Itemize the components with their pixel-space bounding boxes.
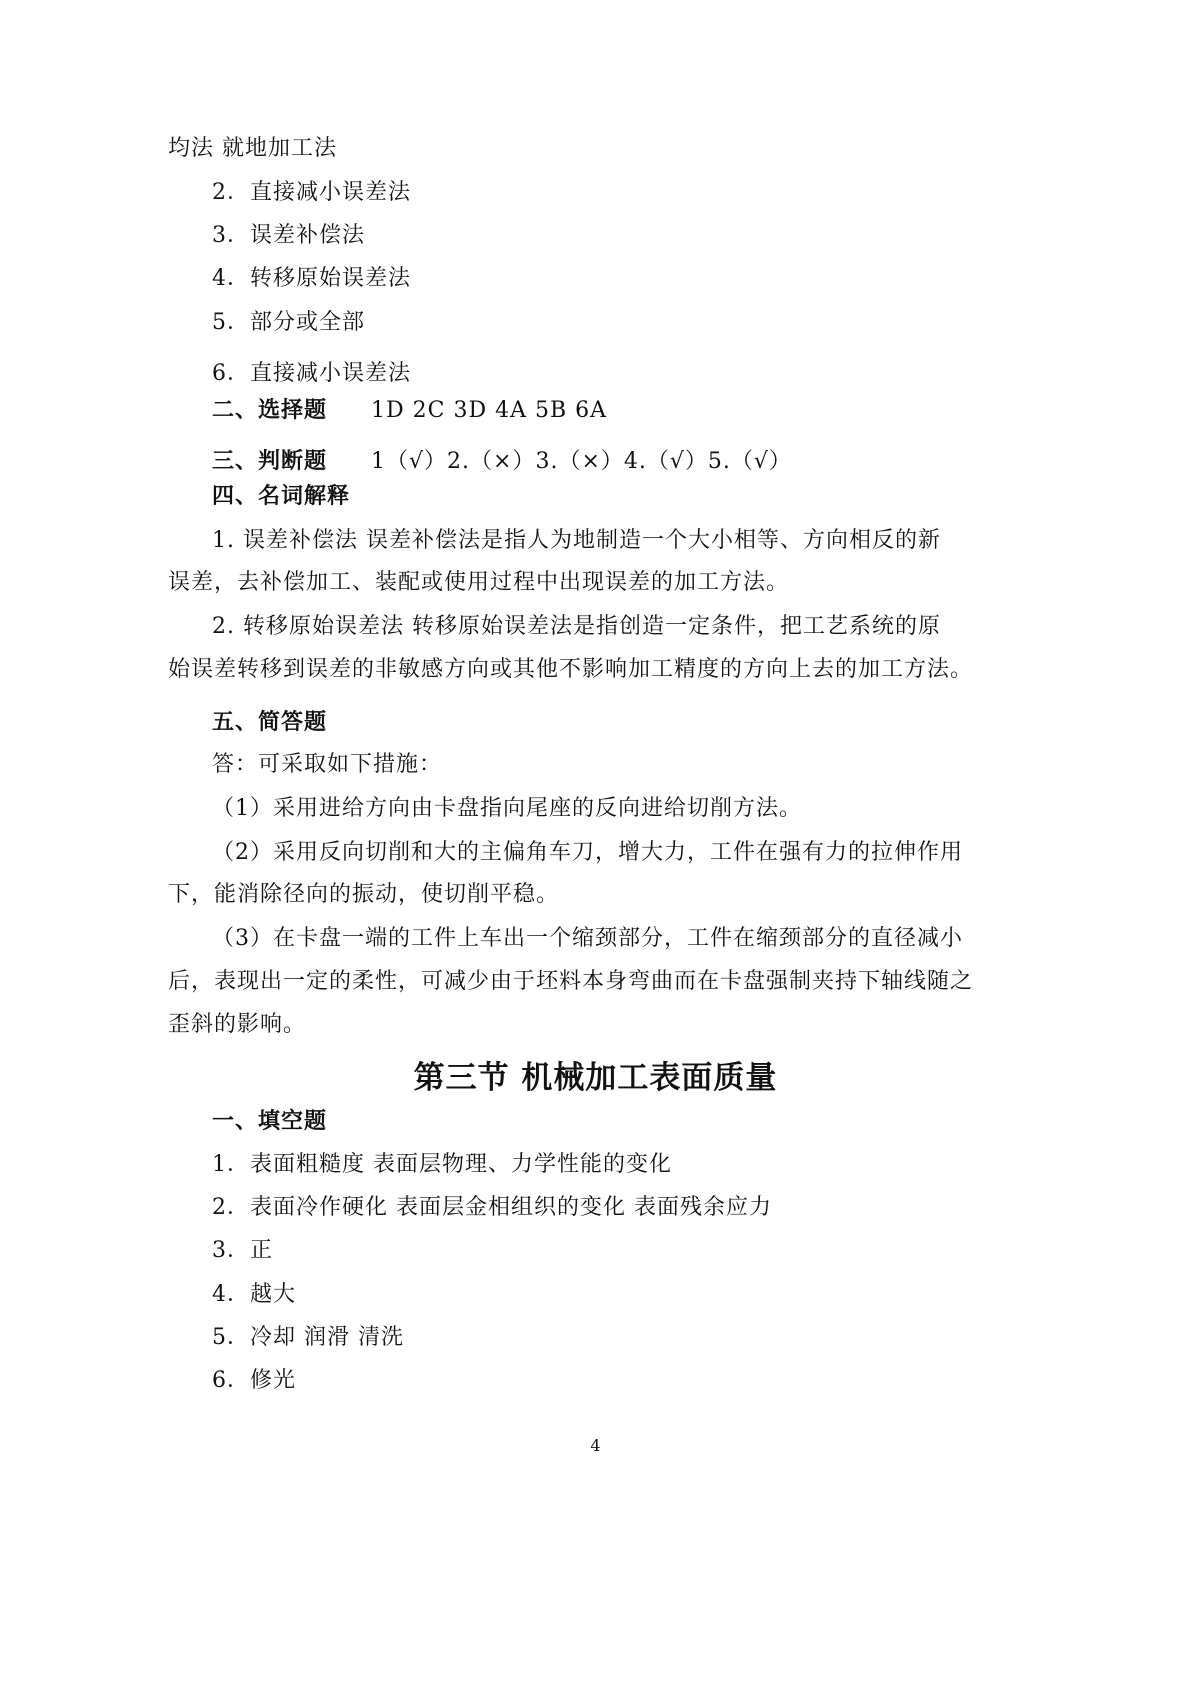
answer-item-4: 4．转移原始误差法: [212, 266, 411, 291]
fill-item-2: 2．表面冷作硬化 表面层金相组织的变化 表面残余应力: [212, 1195, 772, 1220]
short-answer-line: 下，能消除径向的振动，使切削平稳。: [168, 882, 560, 907]
terms-line: 1. 误差补偿法 误差补偿法是指人为地制造一个大小相等、方向相反的新: [212, 528, 941, 553]
fill-heading: 一、填空题: [212, 1108, 328, 1134]
fill-item-3: 3．正: [212, 1238, 273, 1263]
judge-answers: 1（√）2.（×）3.（×）4.（√）5.（√）: [371, 449, 792, 474]
short-answer-heading: 五、简答题: [212, 709, 328, 735]
short-answer-line: 歪斜的影响。: [168, 1012, 307, 1037]
judge-row: [212, 446, 792, 477]
choice-heading: 二、选择题: [212, 397, 328, 423]
terms-heading: 四、名词解释: [212, 483, 351, 509]
answer-item-6: 6．直接减小误差法: [212, 361, 411, 386]
page-number: 4: [590, 1436, 601, 1455]
short-answer-line: 答：可采取如下措施：: [212, 752, 443, 777]
terms-line: 2. 转移原始误差法 转移原始误差法是指创造一定条件，把工艺系统的原: [212, 614, 941, 639]
fill-item-1: 1．表面粗糙度 表面层物理、力学性能的变化: [212, 1152, 672, 1177]
fill-item-5: 5．冷却 润滑 清洗: [212, 1325, 404, 1350]
fill-item-6: 6．修光: [212, 1368, 296, 1393]
choice-answers: 1D 2C 3D 4A 5B 6A: [371, 398, 608, 423]
terms-line: 始误差转移到误差的非敏感方向或其他不影响加工精度的方向上去的加工方法。: [168, 657, 974, 682]
terms-line: 误差，去补偿加工、装配或使用过程中出现误差的加工方法。: [168, 570, 790, 595]
answer-item-3: 3．误差补偿法: [212, 223, 365, 248]
answer-item-2: 2．直接减小误差法: [212, 180, 411, 205]
choice-row: [212, 395, 607, 426]
short-answer-line: （2）采用反向切削和大的主偏角车刀，增大力，工件在强有力的拉伸作用: [212, 840, 963, 865]
short-answer-line: （1）采用进给方向由卡盘指向尾座的反向进给切削方法。: [212, 796, 802, 821]
short-answer-line: 后，表现出一定的柔性，可减少由于坯料本身弯曲而在卡盘强制夹持下轴线随之: [168, 969, 974, 994]
answer-item-5: 5．部分或全部: [212, 310, 365, 335]
text-line: 均法 就地加工法: [168, 136, 337, 161]
fill-item-4: 4．越大: [212, 1282, 296, 1307]
judge-heading: 三、判断题: [212, 448, 328, 474]
short-answer-line: （3）在卡盘一端的工件上车出一个缩颈部分，工件在缩颈部分的直径减小: [212, 926, 963, 951]
section-title: 第三节 机械加工表面质量: [413, 1060, 778, 1096]
